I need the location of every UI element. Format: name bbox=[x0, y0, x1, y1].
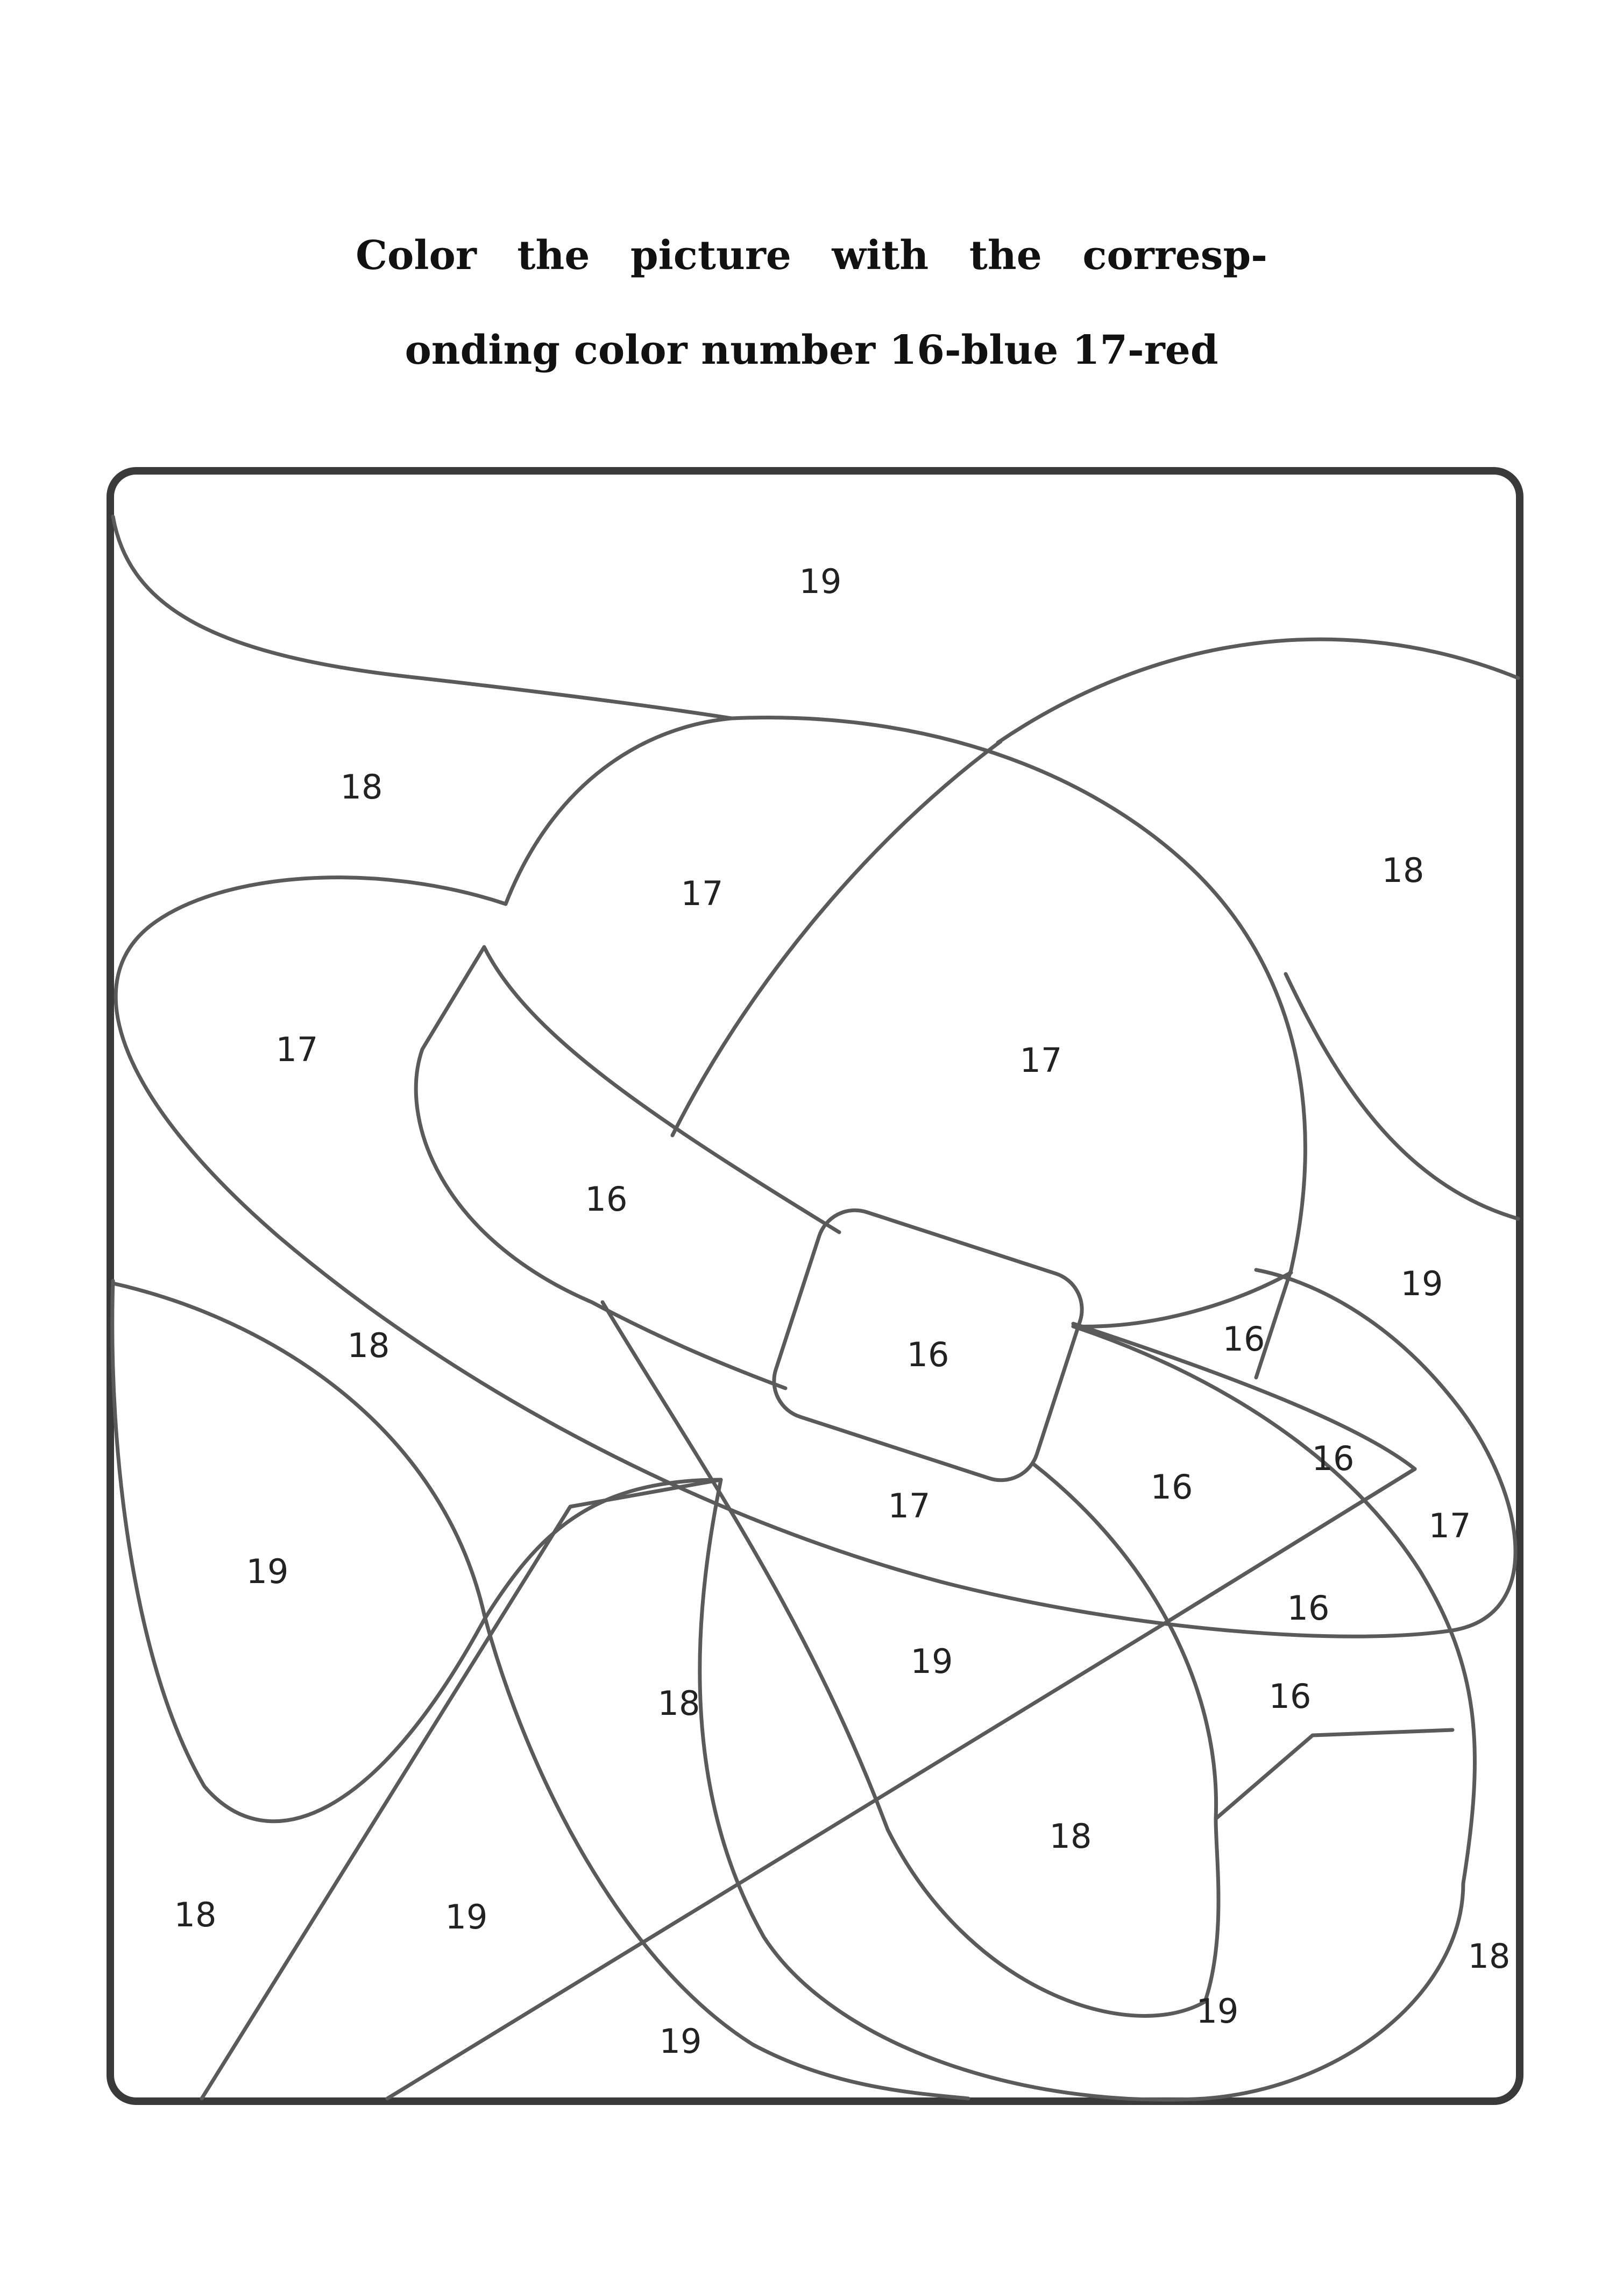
hat-crown-seam bbox=[672, 741, 1001, 1135]
region-outline bbox=[113, 517, 732, 718]
region-outline bbox=[387, 1469, 1415, 2099]
region-number: 19 bbox=[445, 1897, 488, 1937]
region-number: 18 bbox=[174, 1895, 217, 1935]
hat-crown-outline bbox=[506, 718, 1305, 1377]
region-outline bbox=[1286, 974, 1518, 1219]
region-number: 16 bbox=[1222, 1319, 1265, 1359]
region-number: 17 bbox=[1019, 1041, 1062, 1080]
region-outline bbox=[1216, 1730, 1452, 1819]
region-outline bbox=[113, 1283, 968, 2099]
region-number: 18 bbox=[340, 767, 383, 807]
hat-band-outline bbox=[416, 947, 785, 1388]
region-number: 16 bbox=[1150, 1467, 1193, 1507]
outline-paths bbox=[112, 517, 1518, 2100]
region-number: 17 bbox=[1428, 1506, 1471, 1546]
region-outline bbox=[1073, 1326, 1475, 1883]
hat-band-outline bbox=[1073, 1273, 1291, 1326]
instruction-line-2: onding color number 16-blue 17-red bbox=[405, 327, 1218, 373]
region-number: 18 bbox=[1468, 1937, 1511, 1976]
region-number: 16 bbox=[1268, 1677, 1312, 1716]
region-number: 18 bbox=[1049, 1817, 1092, 1856]
region-number: 19 bbox=[1400, 1264, 1443, 1304]
region-number: 18 bbox=[657, 1684, 700, 1723]
region-number: 16 bbox=[906, 1335, 949, 1375]
region-number: 17 bbox=[681, 874, 724, 914]
region-number: 18 bbox=[1381, 851, 1424, 891]
region-number: 19 bbox=[1196, 1991, 1239, 2031]
hat-band-outline bbox=[484, 947, 839, 1232]
region-number: 18 bbox=[347, 1326, 390, 1366]
region-number: 16 bbox=[1287, 1588, 1330, 1628]
region-number: 16 bbox=[1312, 1439, 1355, 1479]
region-number: 19 bbox=[799, 562, 842, 602]
region-number: 19 bbox=[910, 1642, 953, 1682]
region-outline bbox=[1073, 1324, 1415, 1625]
region-number: 19 bbox=[246, 1552, 289, 1592]
region-outline bbox=[112, 1281, 721, 1821]
region-outline bbox=[998, 639, 1518, 743]
hat-brim-outline bbox=[116, 878, 1515, 1637]
region-number: 17 bbox=[275, 1030, 318, 1070]
instruction-line-1: Color the picture with the corresp- bbox=[356, 232, 1267, 279]
region-number: 16 bbox=[585, 1179, 628, 1219]
region-number: 17 bbox=[888, 1486, 931, 1526]
region-number: 19 bbox=[659, 2022, 702, 2061]
region-outline bbox=[1033, 1464, 1216, 1819]
